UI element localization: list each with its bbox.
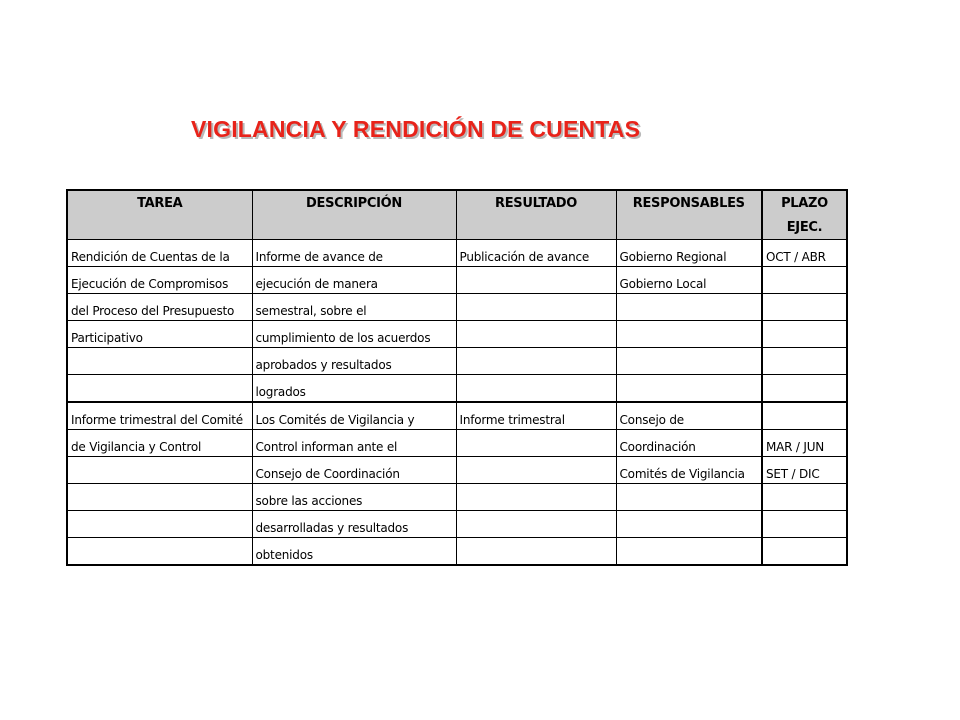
table-cell [456,457,616,484]
header-descripcion: DESCRIPCIÓN [252,190,456,215]
table-cell [456,538,616,566]
header2-tarea [67,215,252,240]
table-cell: sobre las acciones [252,484,456,511]
table-cell [762,348,847,375]
table-cell: Control informan ante el [252,430,456,457]
table-cell [616,348,762,375]
table-cell: semestral, sobre el [252,294,456,321]
table-row [67,321,847,348]
table-cell [67,457,252,484]
table-cell: Consejo de [616,402,762,430]
table-cell: desarrolladas y resultados [252,511,456,538]
table-cell [67,375,252,403]
table-cell: Informe trimestral del Comité [67,402,252,430]
header2-plazo-ejec: EJEC. [762,215,847,240]
table-cell: MAR / JUN [762,430,847,457]
table-cell: OCT / ABR [762,240,847,267]
table-cell: Ejecución de Compromisos [67,267,252,294]
table-cell: Publicación de avance [456,240,616,267]
table-cell [762,484,847,511]
header-resultado: RESULTADO [456,190,616,215]
table-cell [616,538,762,566]
table-row [67,267,847,294]
table-cell [616,484,762,511]
table-row [67,457,847,484]
table-row [67,538,847,566]
table-row [67,375,847,403]
table-cell: ejecución de manera [252,267,456,294]
table-cell [456,484,616,511]
header2-resultado [456,215,616,240]
table-cell [616,321,762,348]
table-cell [616,511,762,538]
table-cell [762,538,847,566]
table-row [67,484,847,511]
page-title: VIGILANCIA Y RENDICIÓN DE CUENTAS [191,116,641,142]
table-cell: Coordinación [616,430,762,457]
table-cell [762,511,847,538]
table-cell: Participativo [67,321,252,348]
table-cell: obtenidos [252,538,456,566]
table-cell [456,511,616,538]
table-body [67,240,847,566]
table-cell: logrados [252,375,456,403]
table-cell [67,538,252,566]
table-cell: SET / DIC [762,457,847,484]
table-cell [762,321,847,348]
table-cell [762,375,847,403]
table-cell: Informe trimestral [456,402,616,430]
table-row [67,402,847,430]
table-row [67,430,847,457]
table-row [67,348,847,375]
table-cell: Informe de avance de [252,240,456,267]
table-cell: del Proceso del Presupuesto [67,294,252,321]
header-tarea: TAREA [67,190,252,215]
table-cell [456,267,616,294]
table-cell [67,484,252,511]
header-plazo: PLAZO [762,190,847,215]
table-row [67,294,847,321]
table-cell: Los Comités de Vigilancia y [252,402,456,430]
table-cell [456,294,616,321]
table-cell: Comités de Vigilancia [616,457,762,484]
data-table-container [66,189,846,562]
table-cell [616,294,762,321]
table-row [67,511,847,538]
table-cell: Gobierno Regional [616,240,762,267]
table-cell: Consejo de Coordinación [252,457,456,484]
table-cell: cumplimiento de los acuerdos [252,321,456,348]
table-cell: Gobierno Local [616,267,762,294]
table-cell [456,321,616,348]
table-cell [762,267,847,294]
table-cell: de Vigilancia y Control [67,430,252,457]
table-cell [762,402,847,430]
table-cell [616,375,762,403]
table-cell [456,375,616,403]
table-cell: Rendición de Cuentas de la [67,240,252,267]
table-cell [762,294,847,321]
table-header-row [67,190,847,215]
header-responsables: RESPONSABLES [616,190,762,215]
table-row [67,240,847,267]
header2-responsables [616,215,762,240]
header2-descripcion [252,215,456,240]
data-table [66,189,848,566]
table-header-row-2 [67,215,847,240]
table-cell: aprobados y resultados [252,348,456,375]
table-cell [67,348,252,375]
table-cell [67,511,252,538]
table-cell [456,430,616,457]
table-cell [456,348,616,375]
